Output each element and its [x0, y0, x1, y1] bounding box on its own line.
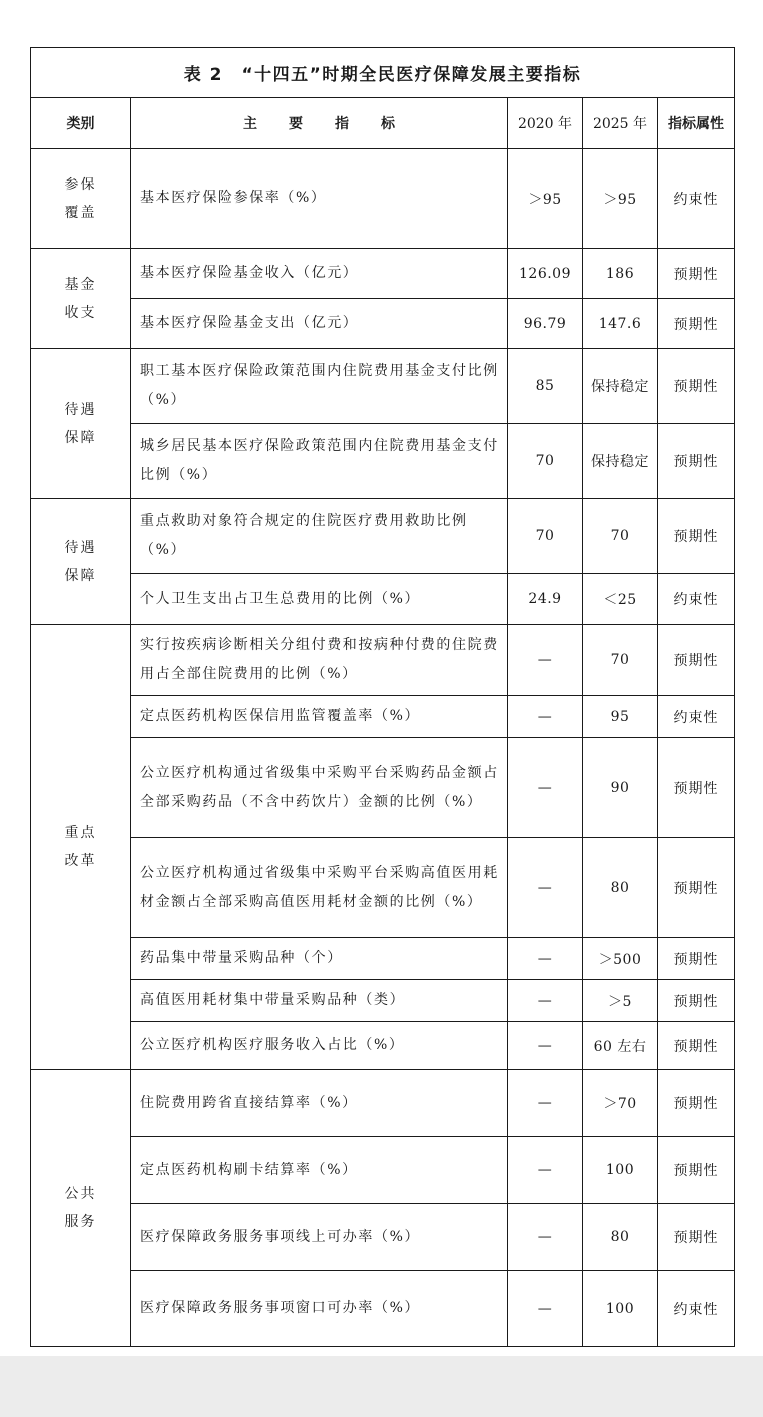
- indicator-cell: 定点医药机构医保信用监管覆盖率（%）: [131, 696, 508, 738]
- table-row: [31, 299, 735, 349]
- table-title-row: [31, 48, 735, 98]
- indicator-cell: 定点医药机构刷卡结算率（%）: [131, 1137, 508, 1204]
- value-2020-cell: —: [508, 1271, 583, 1347]
- category-cell: [31, 349, 131, 499]
- value-2025-cell: ＞70: [583, 1070, 658, 1137]
- table-row: [31, 349, 735, 424]
- attribute-cell: 约束性: [658, 1271, 735, 1347]
- indicator-cell: 医疗保障政务服务事项窗口可办率（%）: [131, 1271, 508, 1347]
- value-2020-cell: —: [508, 738, 583, 838]
- table-row: [31, 149, 735, 249]
- attribute-cell: 预期性: [658, 249, 735, 299]
- table-title: 表 2 “十四五”时期全民医疗保障发展主要指标: [31, 48, 735, 98]
- value-2025-cell: 保持稳定: [583, 349, 658, 424]
- category-line: 覆盖: [64, 204, 97, 221]
- attribute-cell: 预期性: [658, 499, 735, 574]
- table-row: [31, 980, 735, 1022]
- value-2020-cell: ＞95: [508, 149, 583, 249]
- value-2020-cell: —: [508, 838, 583, 938]
- table-row: [31, 574, 735, 625]
- attribute-cell: 约束性: [658, 574, 735, 625]
- category-line: 保障: [64, 567, 97, 584]
- indicator-cell: 公立医疗机构医疗服务收入占比（%）: [131, 1022, 508, 1070]
- value-2025-cell: 100: [583, 1271, 658, 1347]
- value-2025-cell: 60 左右: [583, 1022, 658, 1070]
- attribute-cell: 预期性: [658, 1070, 735, 1137]
- value-2020-cell: 85: [508, 349, 583, 424]
- category-cell: [31, 625, 131, 1070]
- category-cell: [31, 1070, 131, 1347]
- value-2020-cell: —: [508, 1204, 583, 1271]
- table-body: [31, 149, 735, 1347]
- attribute-cell: 预期性: [658, 1204, 735, 1271]
- header-indicator-char: 标: [381, 116, 395, 132]
- value-2025-cell: 147.6: [583, 299, 658, 349]
- value-2025-cell: 70: [583, 499, 658, 574]
- attribute-cell: 预期性: [658, 938, 735, 980]
- indicator-cell: 基本医疗保险基金支出（亿元）: [131, 299, 508, 349]
- value-2020-cell: 70: [508, 424, 583, 499]
- table-row: [31, 249, 735, 299]
- value-2020-cell: —: [508, 625, 583, 696]
- value-2025-cell: 90: [583, 738, 658, 838]
- indicator-cell: 公立医疗机构通过省级集中采购平台采购高值医用耗材金额占全部采购高值医用耗材金额的比例（%）: [131, 838, 508, 938]
- value-2025-cell: ＞95: [583, 149, 658, 249]
- value-2025-cell: 70: [583, 625, 658, 696]
- table-row: [31, 838, 735, 938]
- category-line: 待遇: [64, 401, 97, 418]
- category-line: 服务: [64, 1214, 97, 1230]
- header-2020: 2020 年: [508, 98, 583, 149]
- value-2025-cell: ＞500: [583, 938, 658, 980]
- table-row: [31, 696, 735, 738]
- indicator-cell: 个人卫生支出占卫生总费用的比例（%）: [131, 574, 508, 625]
- attribute-cell: 预期性: [658, 980, 735, 1022]
- attribute-cell: 约束性: [658, 149, 735, 249]
- indicators-table: [30, 47, 735, 1347]
- value-2025-cell: 95: [583, 696, 658, 738]
- value-2020-cell: —: [508, 980, 583, 1022]
- header-2025: 2025 年: [583, 98, 658, 149]
- value-2025-cell: 100: [583, 1137, 658, 1204]
- category-line: 改革: [64, 853, 97, 869]
- value-2025-cell: ＞5: [583, 980, 658, 1022]
- indicator-cell: 职工基本医疗保险政策范围内住院费用基金支付比例（%）: [131, 349, 508, 424]
- value-2020-cell: 24.9: [508, 574, 583, 625]
- category-cell: [31, 149, 131, 249]
- indicator-cell: 高值医用耗材集中带量采购品种（类）: [131, 980, 508, 1022]
- value-2025-cell: 80: [583, 838, 658, 938]
- value-2020-cell: —: [508, 1137, 583, 1204]
- indicator-cell: 住院费用跨省直接结算率（%）: [131, 1070, 508, 1137]
- header-indicator-char: 主: [243, 116, 257, 132]
- attribute-cell: 预期性: [658, 299, 735, 349]
- value-2025-cell: 186: [583, 249, 658, 299]
- category-line: 待遇: [64, 539, 97, 556]
- indicator-cell: 医疗保障政务服务事项线上可办率（%）: [131, 1204, 508, 1271]
- header-indicator-char: 要: [289, 116, 303, 132]
- value-2025-cell: 80: [583, 1204, 658, 1271]
- category-line: 保障: [64, 429, 97, 446]
- table-row: [31, 499, 735, 574]
- indicator-cell: 药品集中带量采购品种（个）: [131, 938, 508, 980]
- category-cell: [31, 249, 131, 349]
- table-row: [31, 424, 735, 499]
- value-2025-cell: ＜25: [583, 574, 658, 625]
- value-2020-cell: —: [508, 1070, 583, 1137]
- indicator-cell: 基本医疗保险基金收入（亿元）: [131, 249, 508, 299]
- value-2020-cell: —: [508, 696, 583, 738]
- indicator-cell: 城乡居民基本医疗保险政策范围内住院费用基金支付比例（%）: [131, 424, 508, 499]
- value-2025-cell: 保持稳定: [583, 424, 658, 499]
- value-2020-cell: 126.09: [508, 249, 583, 299]
- value-2020-cell: 70: [508, 499, 583, 574]
- category-line: 重点: [64, 825, 97, 841]
- category-line: 公共: [64, 1186, 97, 1202]
- table-row: [31, 625, 735, 696]
- attribute-cell: 预期性: [658, 738, 735, 838]
- table-row: [31, 1070, 735, 1137]
- table-row: [31, 938, 735, 980]
- header-category: 类别: [31, 98, 131, 149]
- indicator-cell: 公立医疗机构通过省级集中采购平台采购药品金额占全部采购药品（不含中药饮片）金额的比例（%）: [131, 738, 508, 838]
- header-indicator: [131, 98, 508, 149]
- attribute-cell: 约束性: [658, 696, 735, 738]
- table-row: [31, 1137, 735, 1204]
- value-2020-cell: —: [508, 938, 583, 980]
- table-row: [31, 738, 735, 838]
- header-attribute: 指标属性: [658, 98, 735, 149]
- table-row: [31, 1022, 735, 1070]
- indicator-cell: 重点救助对象符合规定的住院医疗费用救助比例（%）: [131, 499, 508, 574]
- attribute-cell: 预期性: [658, 424, 735, 499]
- attribute-cell: 预期性: [658, 1137, 735, 1204]
- table-row: [31, 1271, 735, 1347]
- indicator-cell: 实行按疾病诊断相关分组付费和按病种付费的住院费用占全部住院费用的比例（%）: [131, 625, 508, 696]
- category-line: 收支: [64, 304, 97, 321]
- indicator-cell: 基本医疗保险参保率（%）: [131, 149, 508, 249]
- attribute-cell: 预期性: [658, 1022, 735, 1070]
- attribute-cell: 预期性: [658, 349, 735, 424]
- attribute-cell: 预期性: [658, 838, 735, 938]
- table-row: [31, 1204, 735, 1271]
- category-cell: [31, 499, 131, 625]
- header-indicator-char: 指: [335, 116, 349, 132]
- attribute-cell: 预期性: [658, 625, 735, 696]
- category-line: 参保: [64, 176, 97, 193]
- value-2020-cell: —: [508, 1022, 583, 1070]
- value-2020-cell: 96.79: [508, 299, 583, 349]
- table-header-row: [31, 98, 735, 149]
- category-line: 基金: [64, 276, 97, 293]
